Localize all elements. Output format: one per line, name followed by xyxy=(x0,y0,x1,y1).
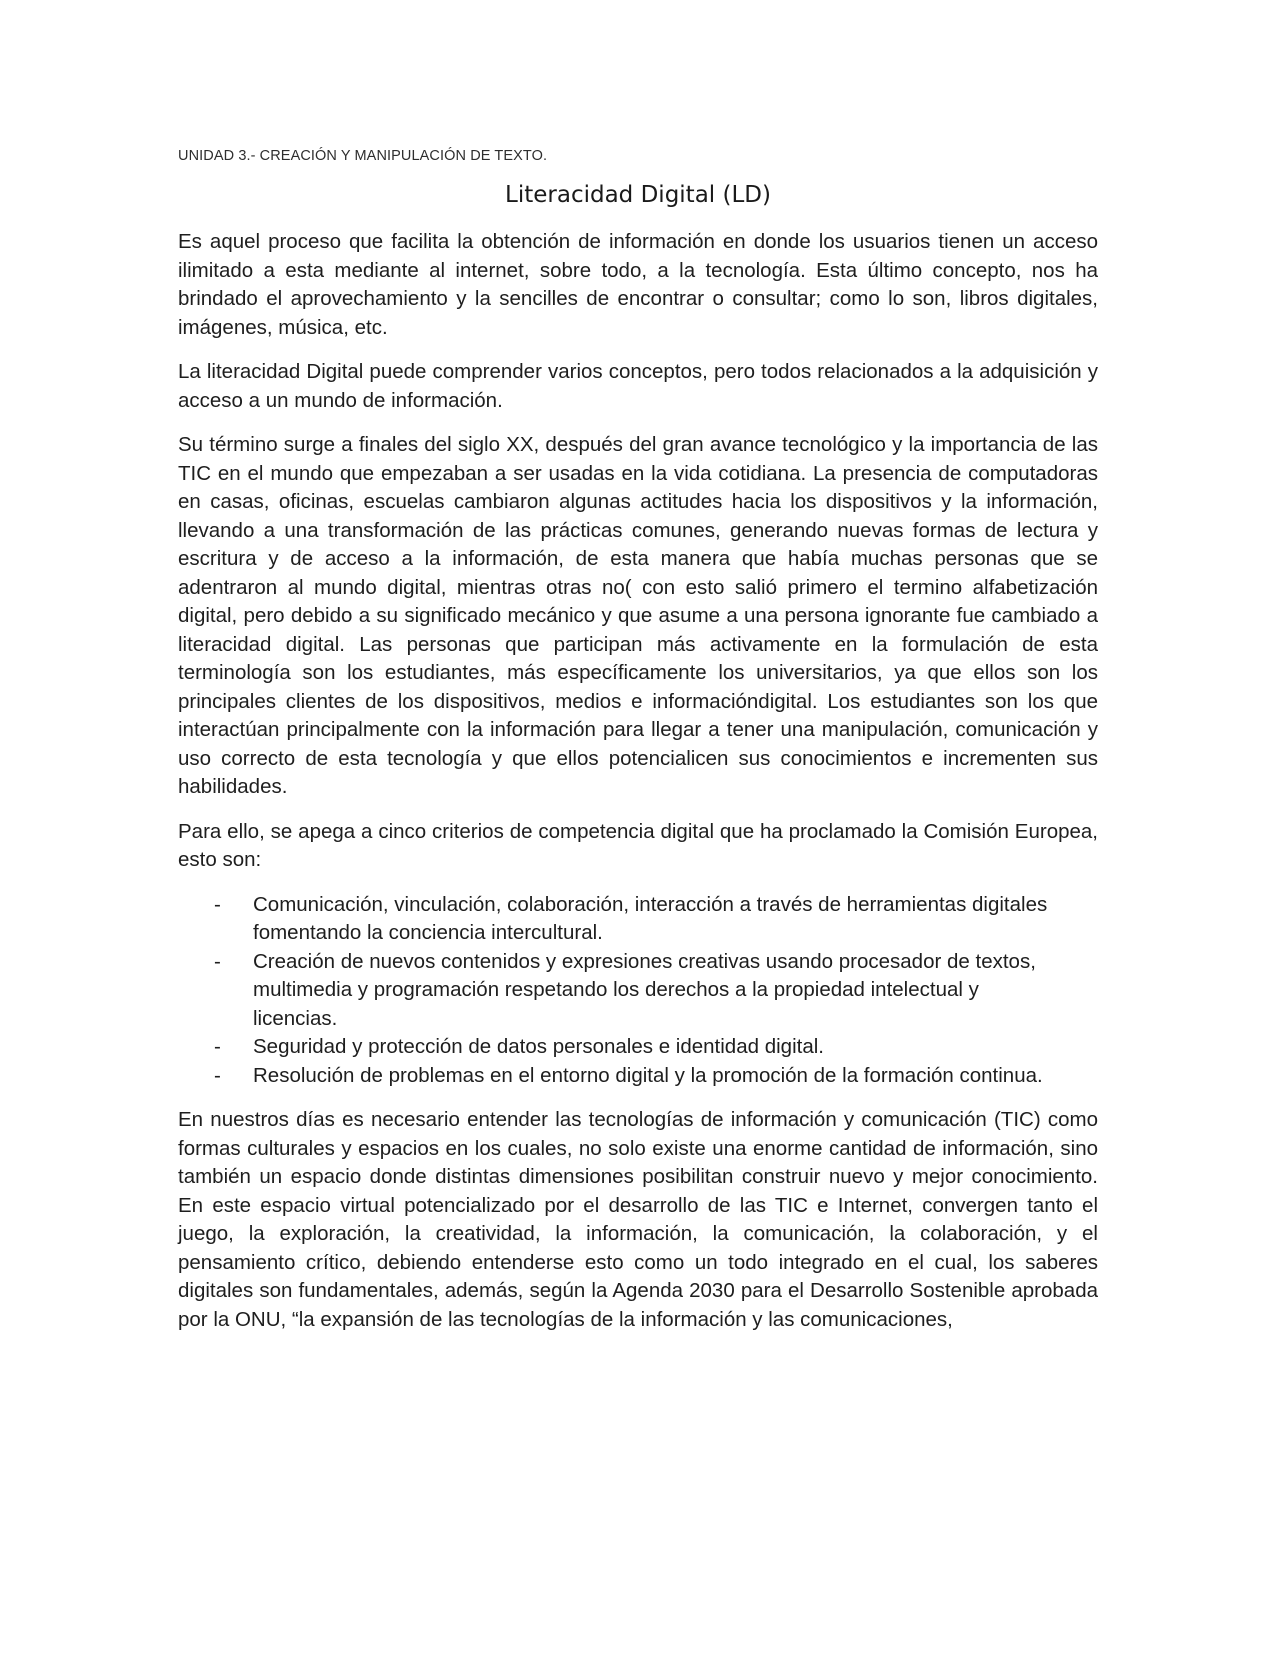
paragraph-concepts: La literacidad Digital puede comprender varios conceptos, pero todos relacionados a la adquisición y acceso a un mundo de información. xyxy=(178,360,1098,412)
paragraph-definition: Es aquel proceso que facilita la obtención de información en donde los usuarios tienen un acceso ilimitado a esta mediante al internet, sobre todo, a la tecnología. Esta último concepto, nos ha brindado el aprovechamiento y la sencilles de encontrar o consultar; como lo son, libros digitales, imágenes, música, etc. xyxy=(178,230,1098,339)
paragraph-closing: En nuestros días es necesario entender las tecnologías de información y comunicación (TIC) como formas culturales y espacios en los cuales, no solo existe una enorme cantidad de información, sino también un espacio donde distintas dimensiones posibilitan construir nuevo y mejor conocimiento. En este espacio virtual potencializado por el desarrollo de las TIC e Internet, convergen tanto el juego, la exploración, la creatividad, la información, la comunicación, la colaboración, y el pensamiento crítico, debiendo entenderse esto como un todo integrado en el cual, los saberes digitales son fundamentales, además, según la Agenda 2030 para el Desarrollo Sostenible aprobada por la ONU, “la expansión de las tecnologías de la información y las comunicaciones, xyxy=(178,1108,1098,1331)
list-item xyxy=(178,891,1098,948)
list-item xyxy=(178,1062,1098,1091)
criteria-list xyxy=(178,891,1098,1091)
bullet-dash: - xyxy=(214,949,221,973)
document-title: Literacidad Digital (LD) xyxy=(505,182,771,208)
list-item xyxy=(178,948,1098,1034)
list-item-text: Comunicación, vinculación, colaboración, interacción a través de herramientas digitales fomentando la conciencia intercultural. xyxy=(253,892,1048,944)
list-item-text: Resolución de problemas en el entorno digital y la promoción de la formación continua. xyxy=(253,1063,1043,1087)
paragraph-origin: Su término surge a finales del siglo XX, después del gran avance tecnológico y la importancia de las TIC en el mundo que empezaban a ser usadas en la vida cotidiana. La presencia de computadoras en casas, oficinas, escuelas cambiaron algunas actitudes hacia los dispositivos y la información, llevando a una transformación de las prácticas comunes, generando nuevas formas de lectura y escritura y de acceso a la información, de esta manera que había muchas personas que se adentraron al mundo digital, mientras otras no( con esto salió primero el termino alfabetización digital, pero debido a su significado mecánico y que asume a una persona ignorante fue cambiado a literacidad digital. Las personas que participan más activamente en la formulación de esta terminología son los estudiantes, más específicamente los universitarios, ya que ellos son los principales clientes de los dispositivos, medios e informacióndigital. Los estudiantes son los que interactúan principalmente con la información para llegar a tener una manipulación, comunicación y uso correcto de esta tecnología y que ellos potencialicen sus conocimientos e incrementen sus habilidades. xyxy=(178,433,1098,798)
bullet-dash: - xyxy=(214,1035,221,1058)
list-item xyxy=(178,1033,1098,1062)
unit-header: UNIDAD 3.- CREACIÓN Y MANIPULACIÓN DE TEXTO. xyxy=(178,148,548,164)
document-body xyxy=(178,146,1098,1350)
bullet-dash: - xyxy=(214,1063,221,1087)
list-item-text: Creación de nuevos contenidos y expresiones creativas usando procesador de textos, multimedia y programación respetando los derechos a la propiedad intelectual y licencias. xyxy=(253,949,1036,1030)
bullet-dash: - xyxy=(214,892,221,916)
list-item-text: Seguridad y protección de datos personales e identidad digital. xyxy=(253,1035,824,1058)
paragraph-criteria-intro: Para ello, se apega a cinco criterios de competencia digital que ha proclamado la Comisión Europea, esto son: xyxy=(178,819,1098,871)
